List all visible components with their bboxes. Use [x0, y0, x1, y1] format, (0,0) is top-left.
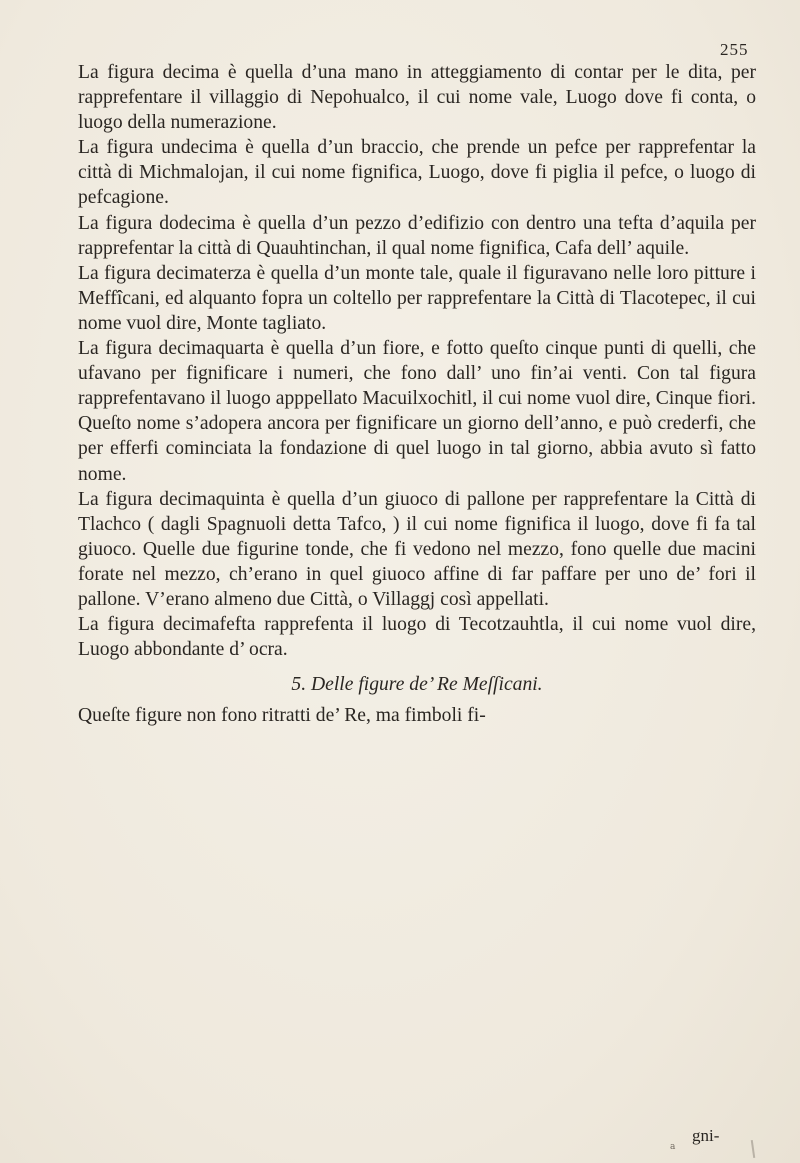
- paragraph-mano: La figura decima è quella d’una mano in atteggiamento di contar per le dita, per rapprefentare il villaggio di Nepohualco, il cui nome vale, Luogo dove fi conta, o luogo della numerazione.: [78, 62, 756, 134]
- paragraph-pallone: La figura decimaquinta è quella d’un giuoco di pallone per rapprefentare la Città di Tlachco ( dagli Spagnuoli detta Tafco, ) il cui nome fignifica il luogo, dove fi fa tal giuoco. Quelle due figurine tonde, che fi vedono nel mezzo, fono quelle due macini forate nel mezzo, ch’erano in quel giuoco affine di far paffare per uno de’ fori il pallone. V’erano almeno due Città, o Villaggj così appellati.: [78, 488, 756, 610]
- paragraph-figure-re: Queſte figure non fono ritratti de’ Re, ma fimboli fi-: [78, 705, 486, 727]
- paragraph-fiore: La figura decimaquarta è quella d’un fiore, e fotto queſto cinque punti di quelli, che ufavano per fignificare i numeri, che fono dall’ uno fin’ai venti. Con tal figura rapprefentavano il luogo apppellato Macuilxochitl, il cui nome vuol dire, Cinque fiori. Queſto nome s’adopera ancora per fignificare un giorno dell’anno, e può crederfi, che per efferfi cominciata la fondazione di quel luogo in tal giorno, abbia avuto sì fatto nome.: [78, 338, 756, 485]
- paragraph-edifizio: La figura dodecima è quella d’un pezzo d’edifizio con dentro una tefta d’aquila per rapprefentar la città di Quauhtinchan, il qual nome fignifica, Cafa dell’ aquile.: [78, 212, 756, 259]
- section-heading: 5. Delle figure de’ Re Meſſicani.: [291, 674, 543, 696]
- paragraph-ocra: La figura decimafefta rapprefenta il luogo di Tecotzauhtla, il cui nome vuol dire, Luogo abbondante d’ ocra.: [78, 614, 756, 661]
- catchword: gni-: [692, 1126, 720, 1145]
- paragraph-braccio: La figura undecima è quella d’un braccio, che prende un pefce per rapprefentar la città di Michmalojan, il cui nome fignifica, Luogo, dove fi piglia il pefce, o luogo di pefcagione.: [78, 137, 756, 209]
- text-body: [78, 60, 756, 728]
- signature-mark: a: [670, 1142, 676, 1152]
- pencil-mark: [751, 1140, 755, 1158]
- page-number: 255: [720, 40, 749, 59]
- paragraph-monte: La figura decimaterza è quella d’un monte tale, quale il figuravano nelle loro pitture i Meffîcani, ed alquanto fopra un coltello per rapprefentare la Città di Tlacotepec, il cui nome vuol dire, Monte tagliato.: [78, 262, 756, 334]
